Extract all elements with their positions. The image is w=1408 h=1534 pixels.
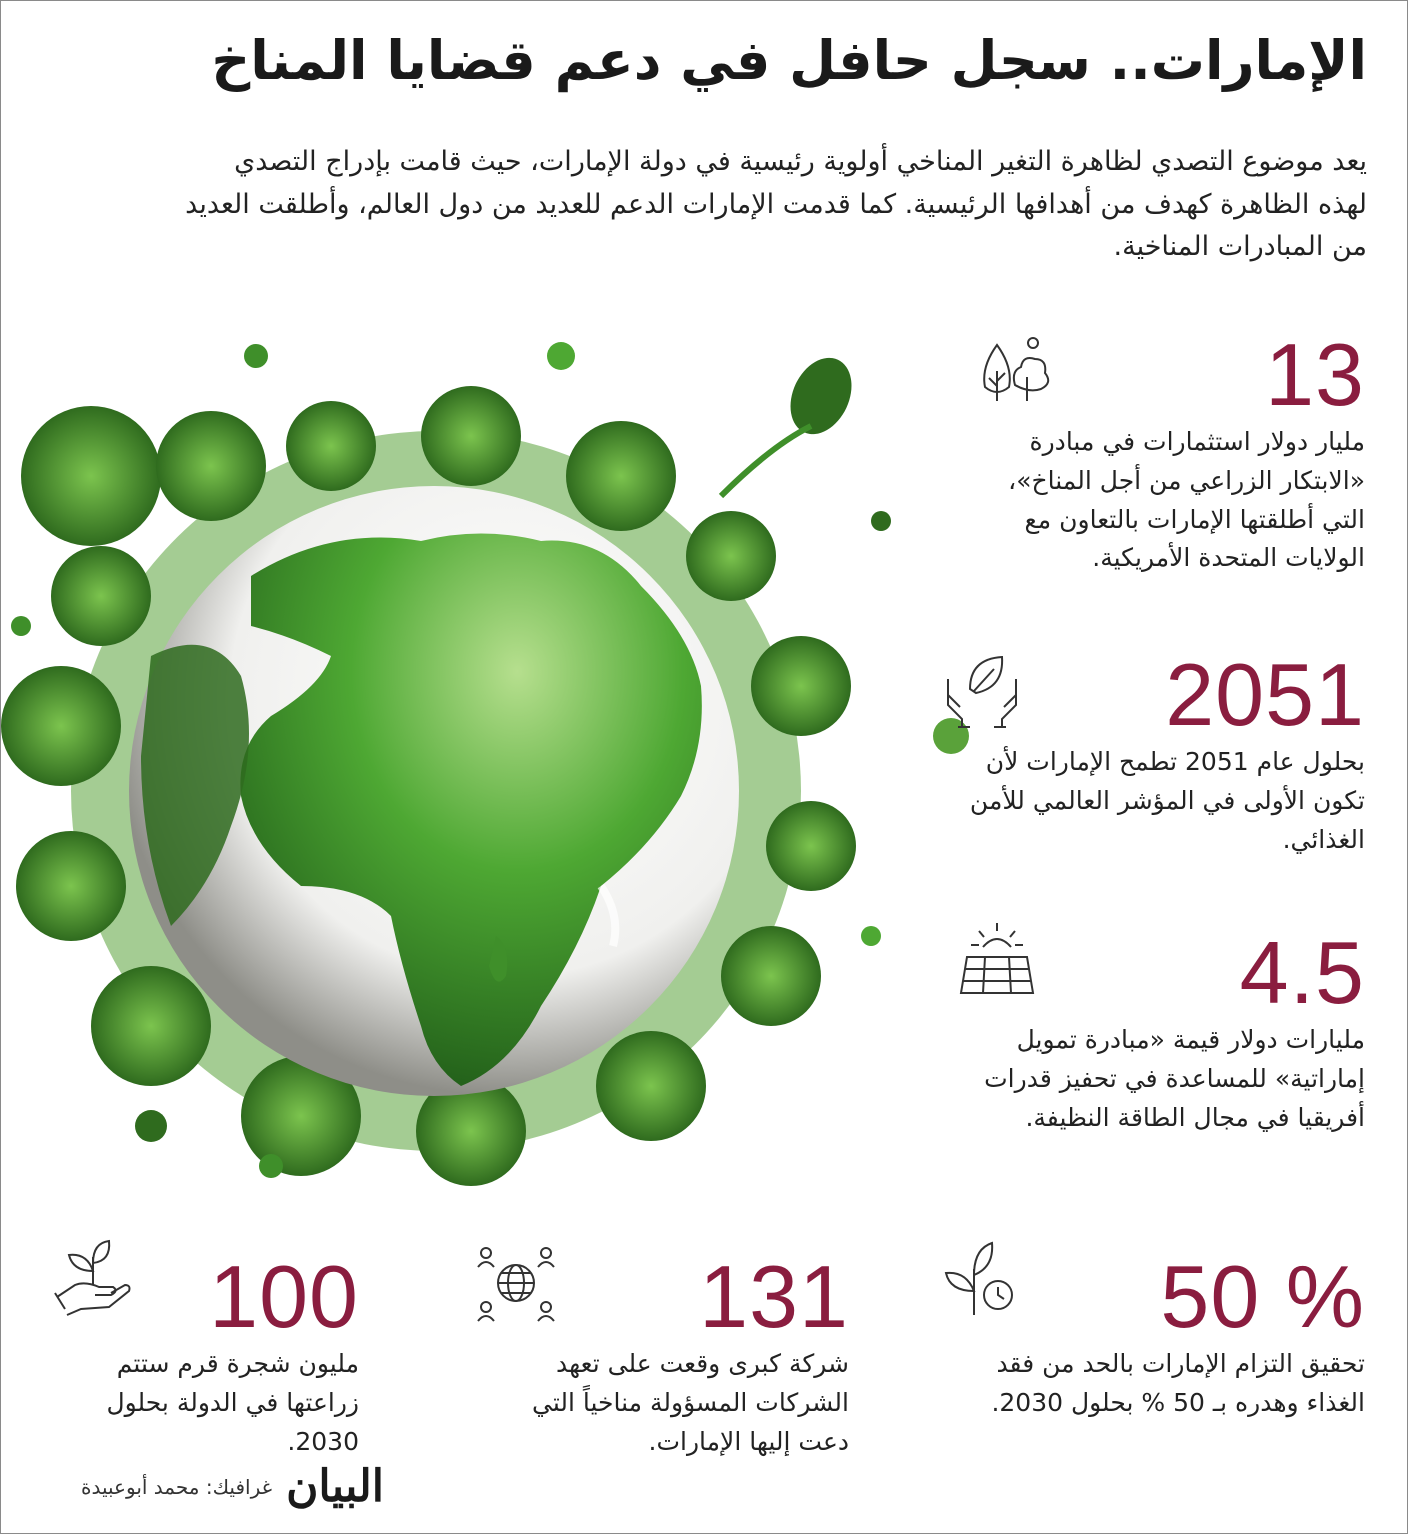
- stat-description: شركة كبرى وقعت على تعهد الشركات المسؤولة مناخياً التي دعت إليها الإمارات.: [532, 1349, 849, 1456]
- solar-panel-icon: [955, 917, 1039, 1001]
- stat-description: مليون شجرة قرم ستتم زراعتها في الدولة بحلول 2030.: [106, 1349, 359, 1456]
- hand-seedling-icon: [51, 1235, 135, 1319]
- plant-clock-icon: [940, 1235, 1024, 1319]
- stat-2051: [965, 645, 1365, 859]
- stat-131: [479, 1247, 849, 1461]
- credit: [81, 1461, 384, 1512]
- graphic-byline: غرافيك: محمد أبوعبيدة: [81, 1474, 273, 1499]
- stat-100: [59, 1247, 359, 1461]
- stat-value: 100: [209, 1247, 359, 1346]
- stat-value: 4.5: [1239, 923, 1365, 1022]
- stat-description: مليارات دولار قيمة «مبادرة تمويل إماراتية» للمساعدة في تحفيز قدرات أفريقيا في مجال الطاقة النظيفة.: [984, 1025, 1365, 1132]
- earth-sphere: [129, 486, 739, 1096]
- intro-paragraph: يعد موضوع التصدي لظاهرة التغير المناخي أولوية رئيسية في دولة الإمارات، حيث قامت بإدراج التصدي لهذه الظاهرة كهدف من أهدافها الرئيسية. كما قدمت الإمارات الدعم للعديد من دول العالم، وأطلقت العديد من المبادرات المناخية.: [185, 146, 1367, 263]
- stat-50-percent: [965, 1247, 1365, 1423]
- globe-people-icon: [474, 1241, 558, 1325]
- hands-leaf-icon: [940, 649, 1024, 733]
- stat-value: 50 %: [1160, 1247, 1365, 1346]
- stat-description: تحقيق التزام الإمارات بالحد من فقد الغذاء وهدره بـ 50 % بحلول 2030.: [991, 1349, 1365, 1417]
- trees-icon: [975, 331, 1059, 415]
- publisher-logo: البيان: [286, 1461, 384, 1512]
- stat-description: مليار دولار استثمارات في مبادرة «الابتكار الزراعي من أجل المناخ»، التي أطلقتها الإمارات بالتعاون مع الولايات المتحدة الأمريكية.: [1008, 427, 1365, 573]
- page-title: الإمارات.. سجل حافل في دعم قضايا المناخ: [211, 29, 1367, 92]
- stat-value: 2051: [1165, 645, 1365, 744]
- stat-13: [965, 325, 1365, 578]
- stat-value: 13: [1265, 325, 1365, 424]
- stat-description: بحلول عام 2051 تطمح الإمارات لأن تكون الأولى في المؤشر العالمي للأمن الغذائي.: [969, 747, 1365, 854]
- stat-value: 131: [699, 1247, 849, 1346]
- globe-illustration: [1, 326, 991, 1206]
- stat-4-5: [965, 923, 1365, 1137]
